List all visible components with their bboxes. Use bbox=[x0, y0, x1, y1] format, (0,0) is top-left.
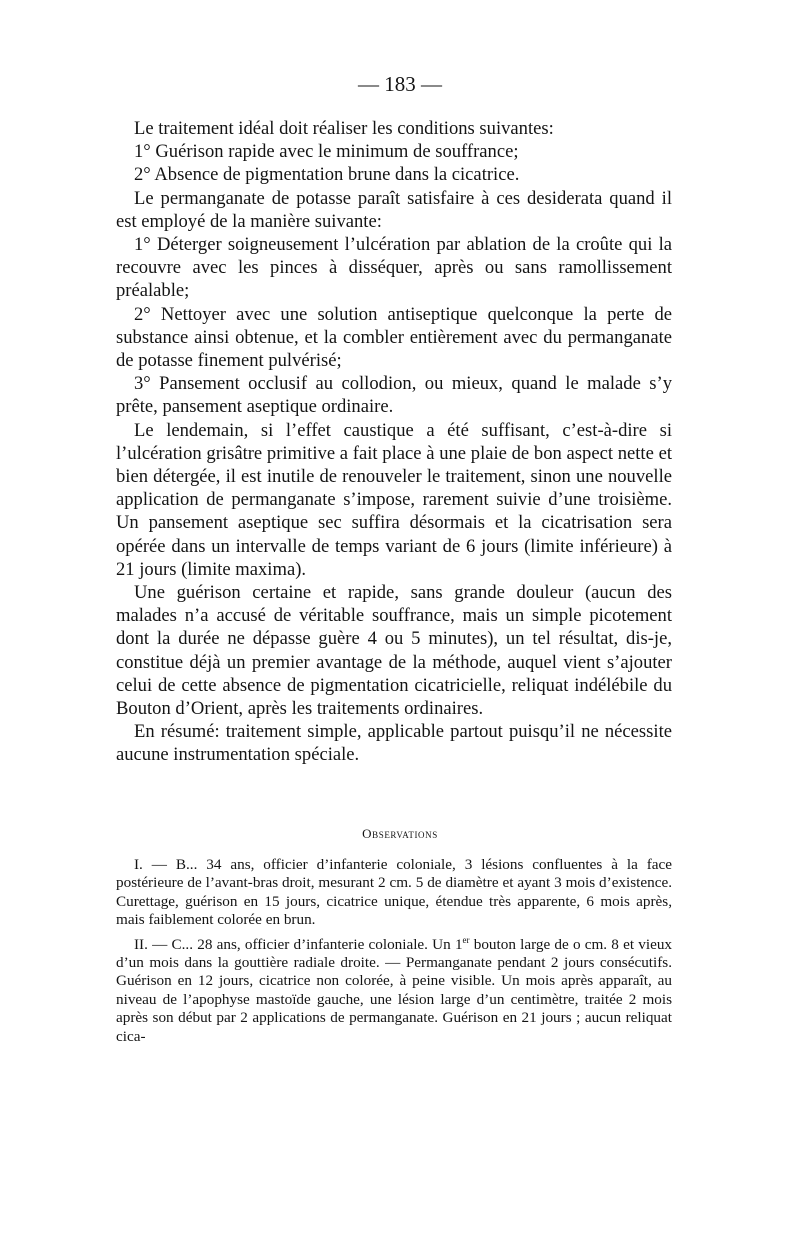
page-number: — 183 — bbox=[358, 72, 442, 96]
body-text bbox=[116, 117, 672, 767]
paragraph: Le permanganate de potasse paraît satisfaire à ces desiderata quand il est employé de la manière suivante: bbox=[116, 187, 672, 232]
observations-heading: Observations bbox=[362, 826, 438, 841]
paragraph: Une guérison certaine et rapide, sans grande douleur (aucun des malades n’a accusé de véritable souffrance, mais un simple picotement dont la durée ne dépasse guère 4 ou 5 minutes), un tel résultat, dis-je, constitue déjà un premier avantage de la méthode, auquel vient s’ajouter celui de cette absence de pigmentation cicatricielle, reliquat indélébile du Bouton d’Orient, après les traitements ordinaires. bbox=[116, 582, 672, 720]
list-item: 2° Nettoyer avec une solution antiseptique quelconque la perte de substance ainsi obtenue, et la combler entièrement avec du permanganate de potasse finement pulvérisé; bbox=[116, 303, 672, 372]
observation-2 bbox=[116, 936, 672, 1046]
observation-2-rest: bouton large de o cm. 8 et vieux d’un mois dans la gouttière radiale droite. — Permanganate pendant 2 jours consécutifs. Guérison en 12 jours, cicatrice non colorée, à peine visible. Un mois après apparaît, au niveau de l’apophyse mastoïde gauche, une lésion large d’un centimètre, traitée 2 mois après son début par 2 applications de permanganate. Guérison en 21 jours ; aucun reliquat cica- bbox=[116, 935, 673, 1045]
paragraph: Le lendemain, si l’effet caustique a été suffisant, c’est-à-dire si l’ulcération grisâtre primitive a fait place à une plaie de bon aspect nette et bien détergée, il est inutile de renouveler le traitement, sinon une nouvelle application de permanganate s’impose, rarement suivie d’une troisième. Un pansement aseptique sec suffira désormais et la cicatrisation sera opérée dans un intervalle de temps variant de 6 jours (limite inférieure) à 21 jours (limite maxima). bbox=[116, 419, 672, 580]
list-item: 2° Absence de pigmentation brune dans la cicatrice. bbox=[134, 164, 520, 186]
observation-1: I. — B... 34 ans, officier d’infanterie coloniale, 3 lésions confluentes à la face postérieure de l’avant-bras droit, mesurant 2 cm. 5 de diamètre et ayant 3 mois d’existence. Curettage, guérison en 15 jours, cicatrice unique, étendue très apparente, 6 mois après, mais faiblement colorée en brun. bbox=[116, 856, 672, 929]
paragraph: En résumé: traitement simple, applicable partout puisqu’il ne nécessite aucune instrumentation spéciale. bbox=[116, 721, 672, 766]
list-item: 1° Guérison rapide avec le minimum de souffrance; bbox=[134, 141, 519, 163]
list-item: 3° Pansement occlusif au collodion, ou mieux, quand le malade s’y prête, pansement aseptique ordinaire. bbox=[116, 373, 672, 418]
list-item: 1° Déterger soigneusement l’ulcération par ablation de la croûte qui la recouvre avec les pinces à disséquer, après ou sans ramollissement préalable; bbox=[116, 234, 672, 302]
observations-section bbox=[116, 856, 672, 1052]
paragraph: Le traitement idéal doit réaliser les conditions suivantes: bbox=[134, 118, 554, 139]
ordinal-superscript: er bbox=[462, 934, 470, 945]
observation-2-start: II. — C... 28 ans, officier d’infanterie coloniale. Un 1 bbox=[134, 935, 463, 953]
